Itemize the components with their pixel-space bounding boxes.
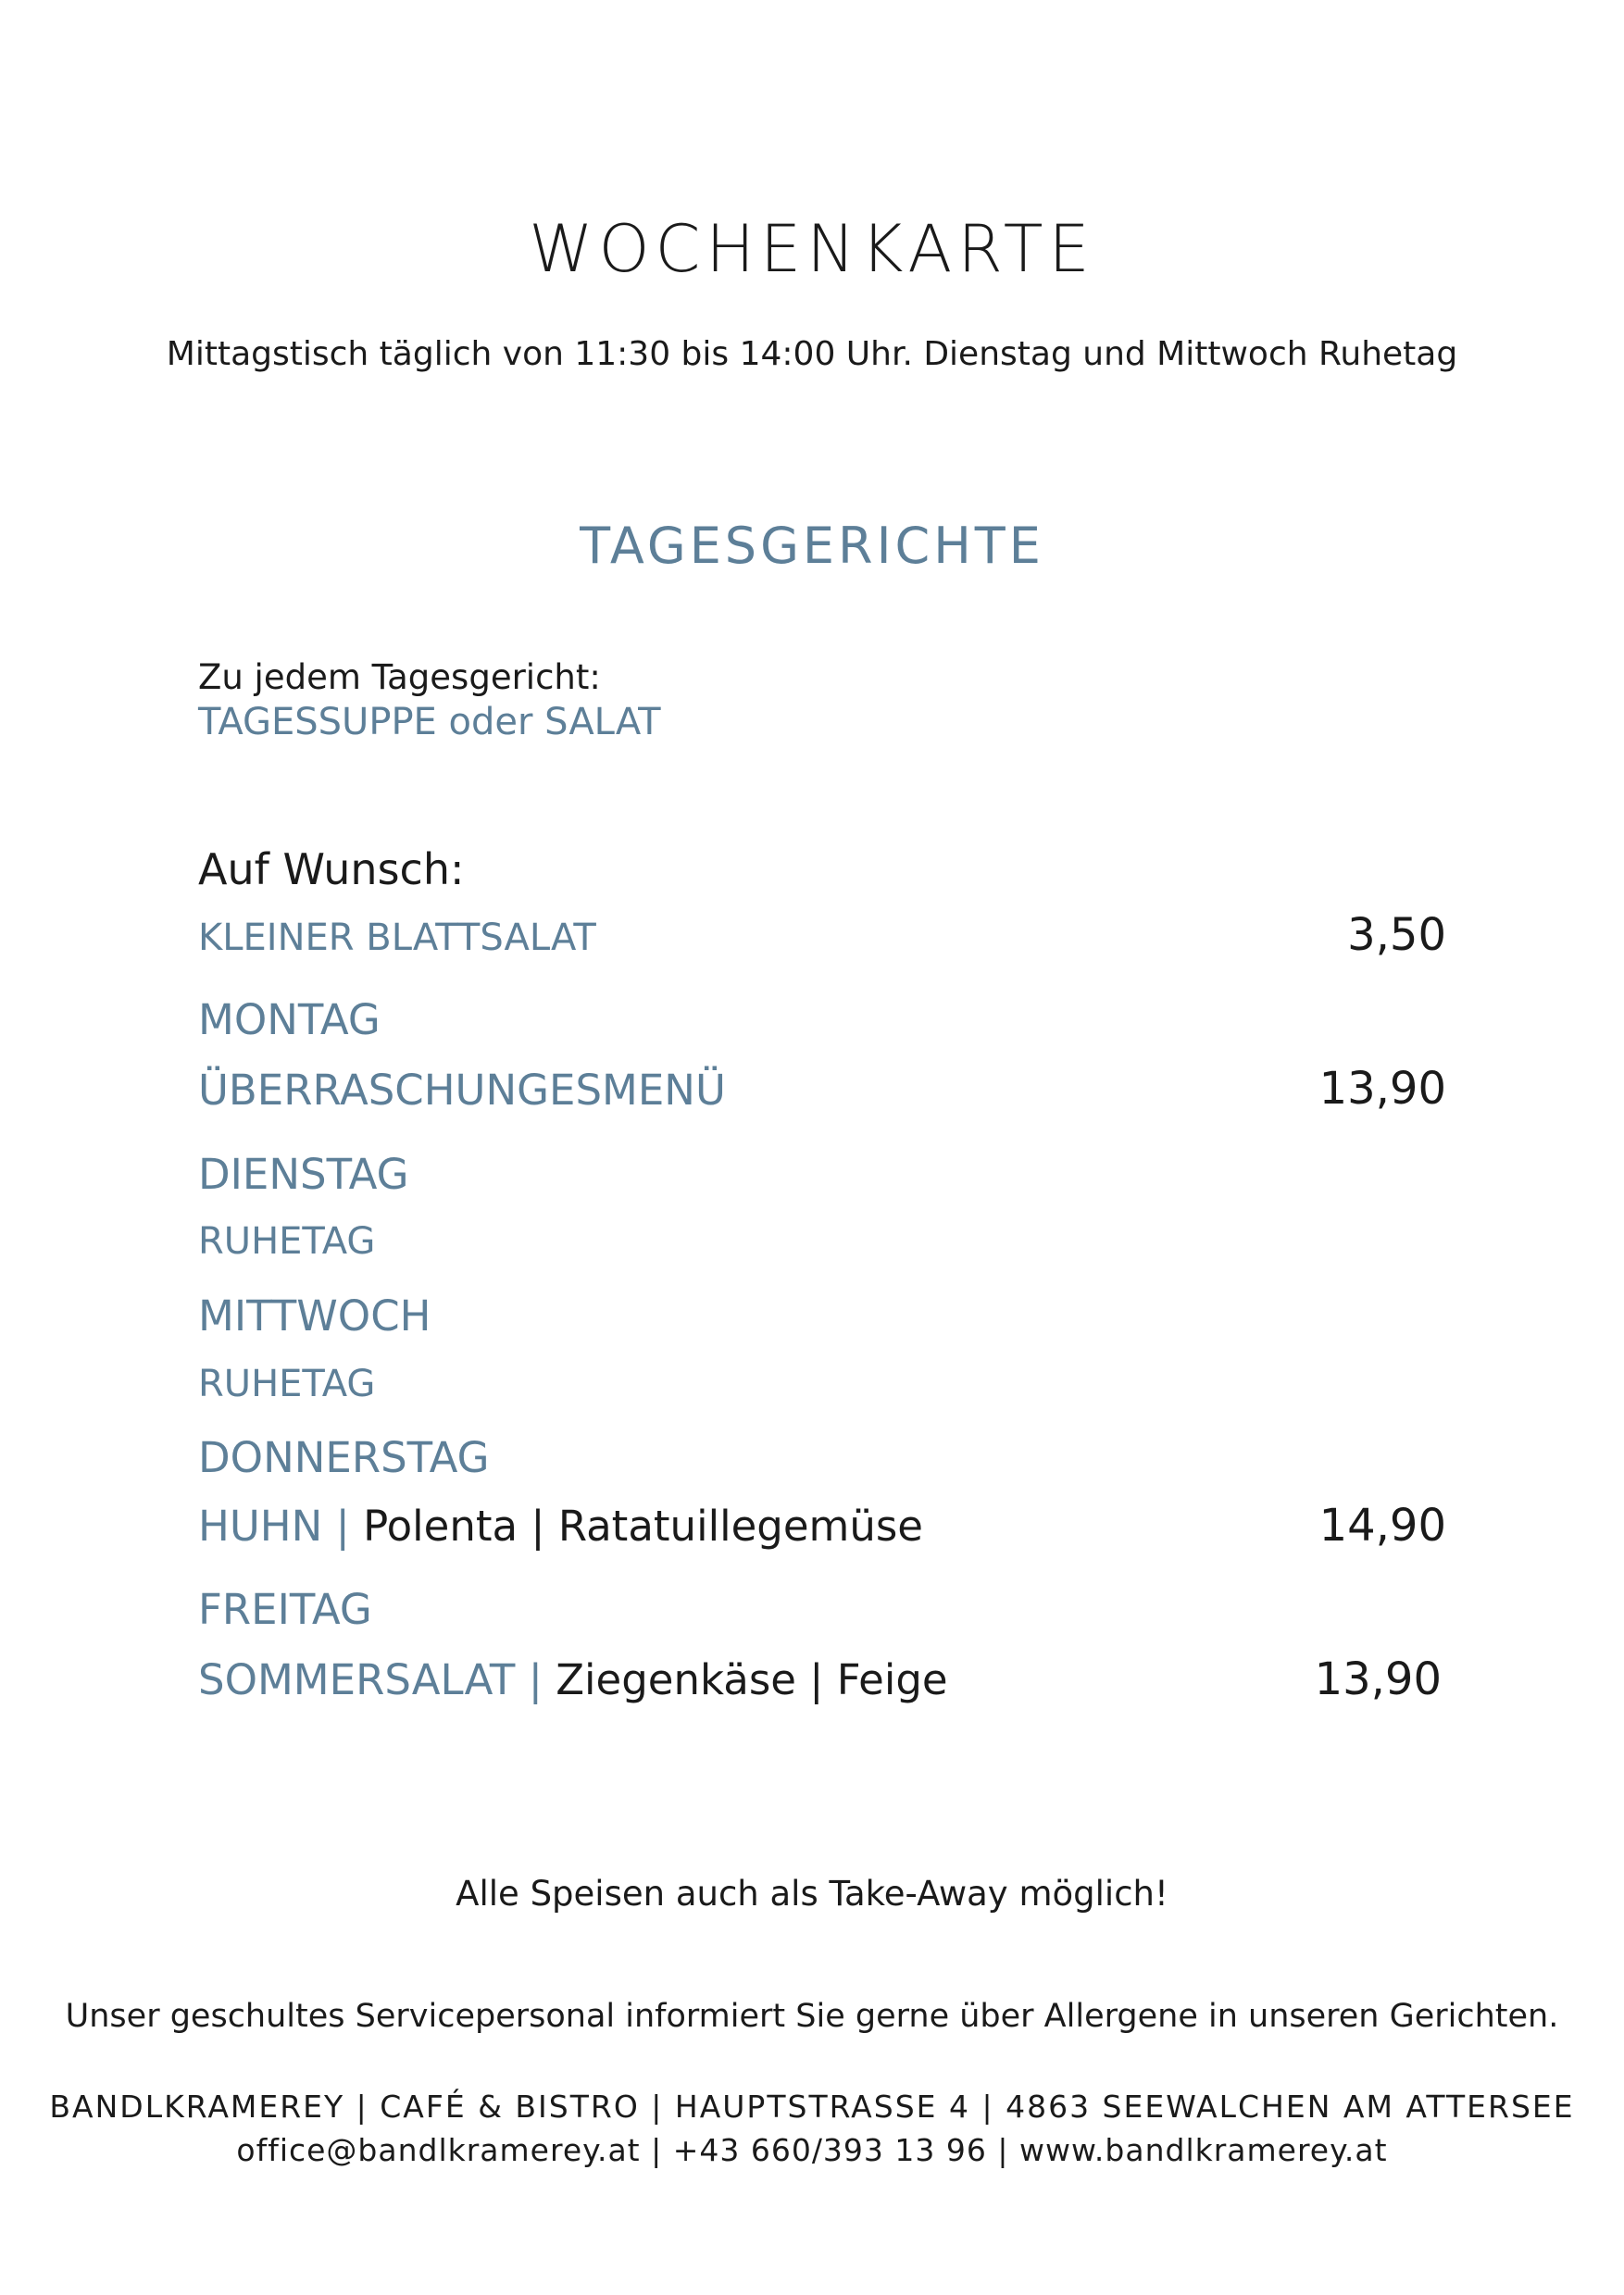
intro-label: Zu jedem Tagesgericht: (198, 657, 601, 697)
price-donnerstag: 14,90 (1318, 1500, 1446, 1552)
dish-freitag-sides: Ziegenkäse | Feige (556, 1655, 948, 1704)
page-title: WOCHENKARTE (529, 211, 1095, 287)
extras-price: 3,50 (1347, 909, 1446, 961)
dish-freitag-main: SOMMERSALAT | (198, 1655, 543, 1704)
day-montag: MONTAG (198, 995, 381, 1044)
dish-freitag (198, 1655, 948, 1704)
extras-item: KLEINER BLATTSALAT (198, 917, 596, 959)
note-dienstag: RUHETAG (198, 1220, 376, 1263)
dish-donnerstag (198, 1502, 923, 1551)
section-title: TAGESGERICHTE (580, 517, 1044, 575)
footer-address: BANDLKRAMEREY | CAFÉ & BISTRO | HAUPTSTRASSE 4 | 4863 SEEWALCHEN AM ATTERSEE (49, 2089, 1575, 2125)
price-freitag: 13,90 (1314, 1653, 1442, 1705)
allergen-note: Unser geschultes Servicepersonal informiert Sie gerne über Allergene in unseren Gerichten. (65, 1998, 1559, 2035)
day-freitag: FREITAG (198, 1585, 372, 1634)
takeaway-note: Alle Speisen auch als Take-Away möglich! (456, 1874, 1168, 1914)
price-montag: 13,90 (1318, 1063, 1446, 1115)
day-donnerstag: DONNERSTAG (198, 1433, 490, 1482)
dish-montag: ÜBERRASCHUNGESMENÜ (198, 1066, 726, 1115)
footer-contact: office@bandlkramerey.at | +43 660/393 13 96 | www.bandlkramerey.at (236, 2132, 1388, 2168)
opening-hours: Mittagstisch täglich von 11:30 bis 14:00 Uhr. Dienstag und Mittwoch Ruhetag (166, 335, 1458, 373)
dish-donnerstag-sides: Polenta | Ratatuillegemüse (363, 1502, 923, 1551)
day-dienstag: DIENSTAG (198, 1150, 409, 1199)
extras-label: Auf Wunsch: (198, 844, 465, 894)
note-mittwoch: RUHETAG (198, 1363, 376, 1405)
dish-donnerstag-main: HUHN | (198, 1502, 350, 1551)
intro-value: TAGESSUPPE oder SALAT (198, 701, 661, 743)
day-mittwoch: MITTWOCH (198, 1291, 431, 1341)
